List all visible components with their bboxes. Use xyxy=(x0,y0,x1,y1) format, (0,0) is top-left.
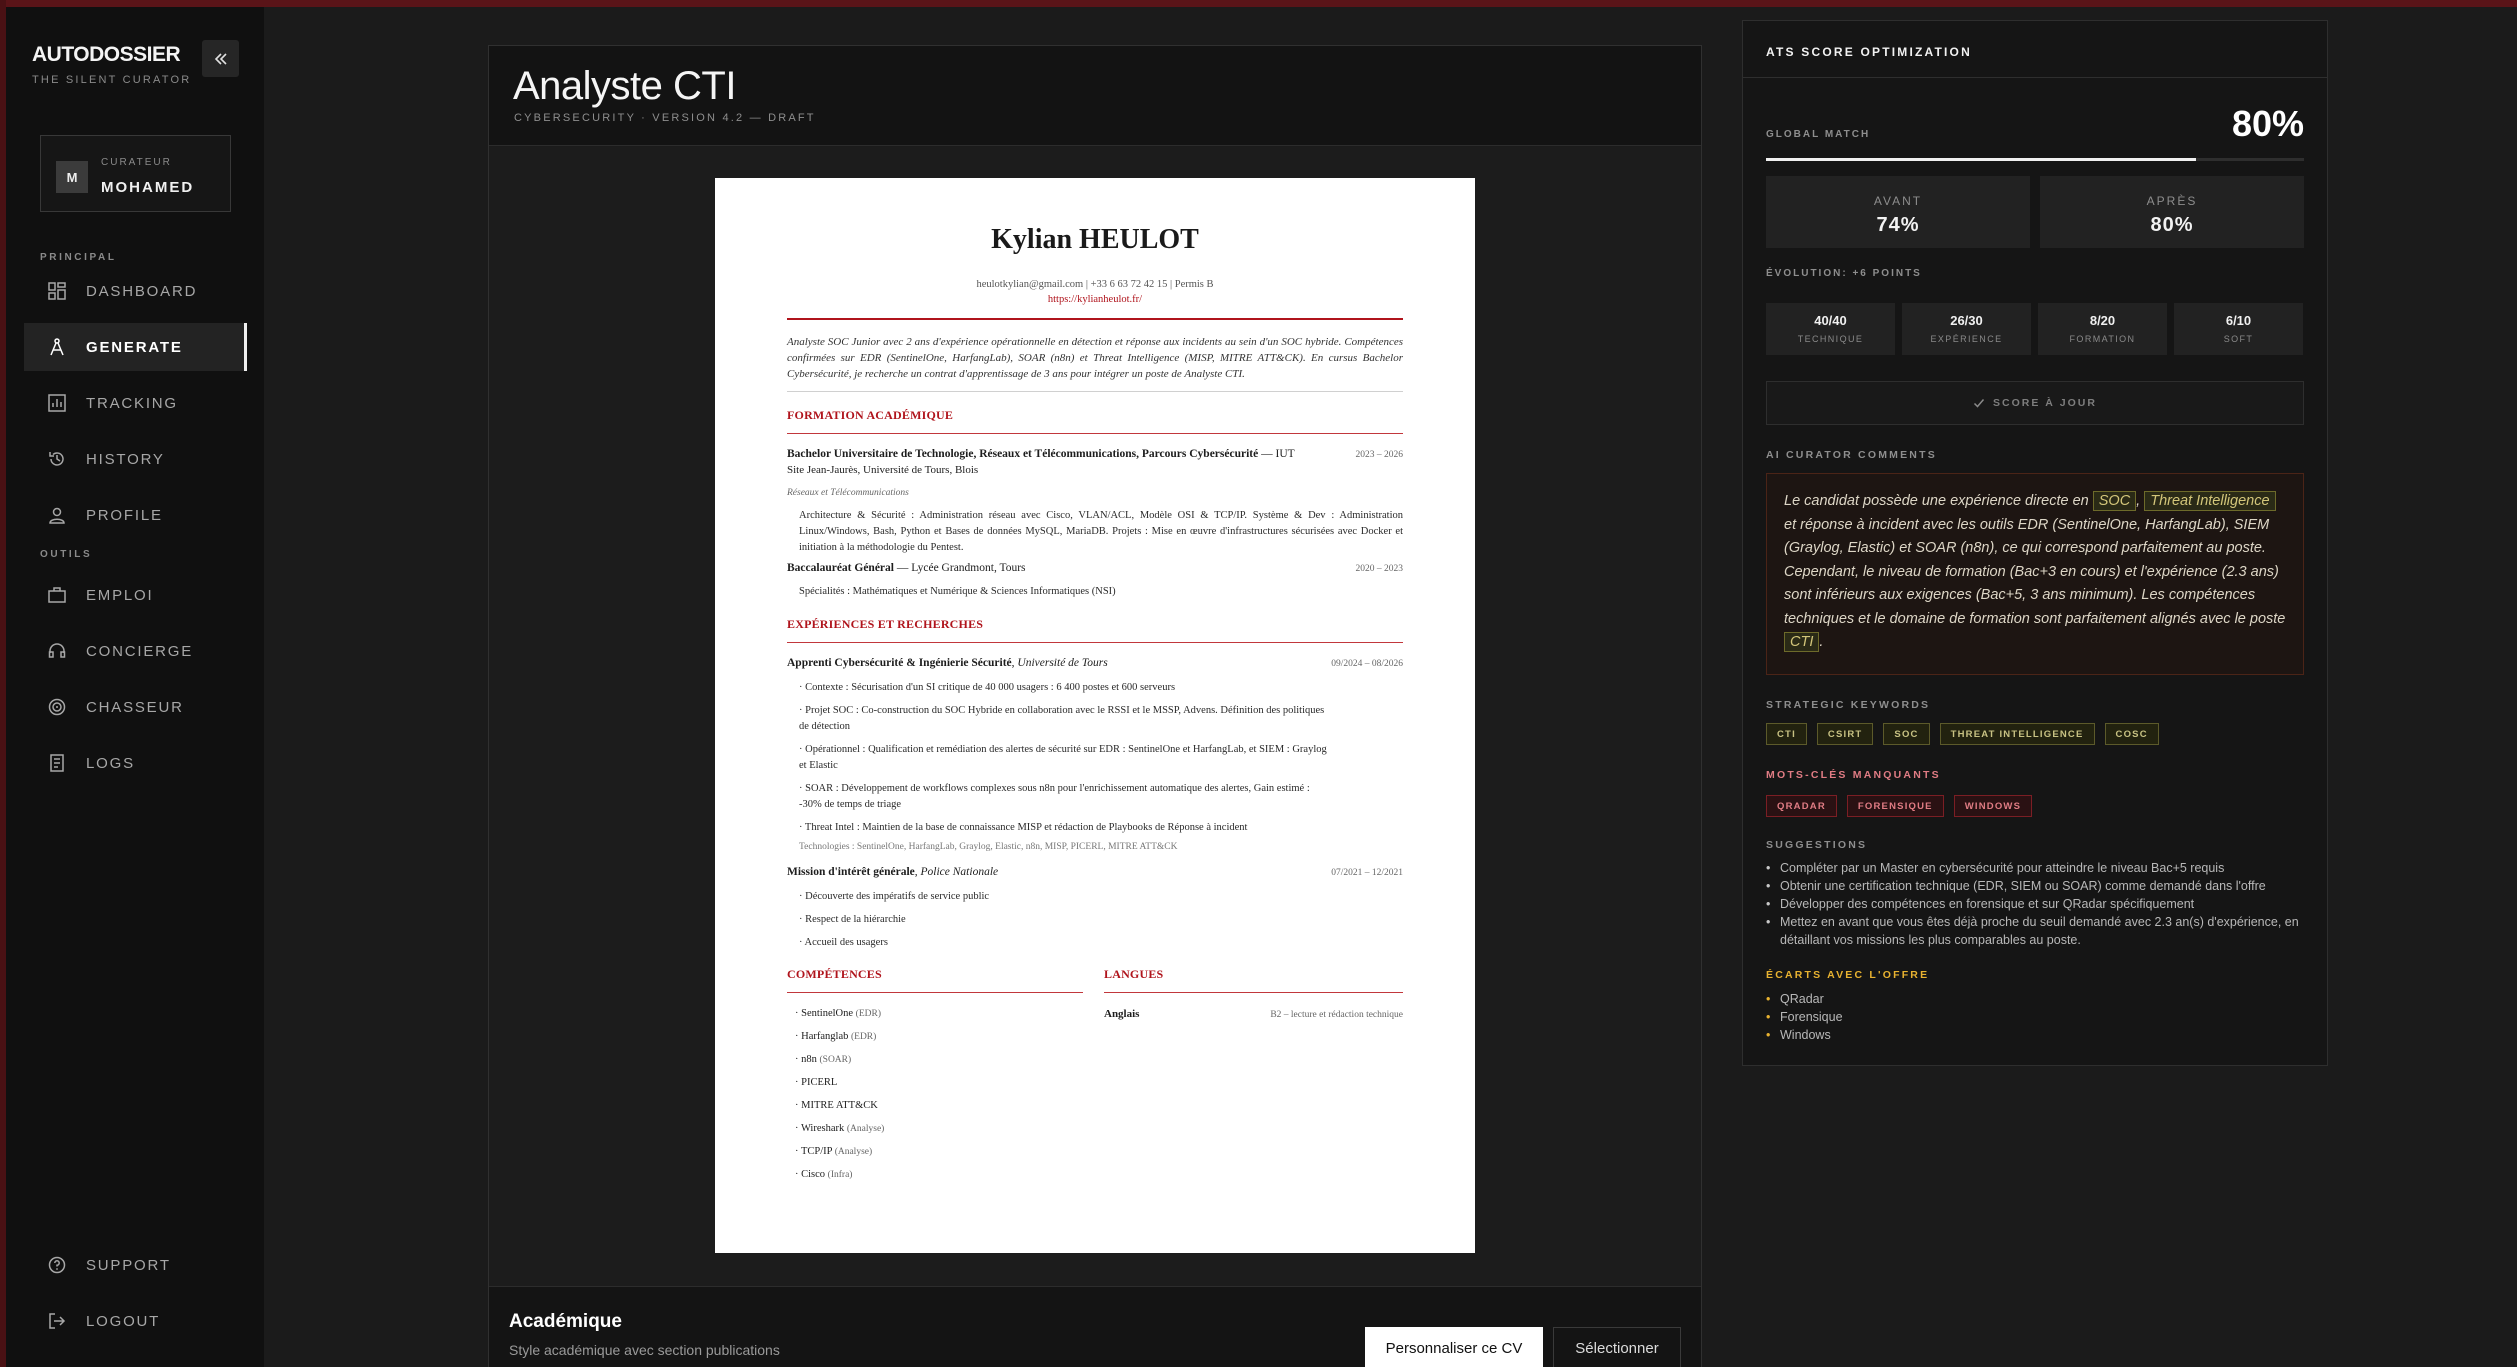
cv-skill-name: MITRE ATT&CK xyxy=(801,1100,878,1111)
avatar: M xyxy=(56,161,88,193)
ai-curator-comment xyxy=(1766,473,2304,675)
ats-divider xyxy=(1743,77,2327,78)
cv-skill-name: SentinelOne xyxy=(801,1008,854,1019)
score-before-label: AVANT xyxy=(1873,194,1923,208)
score-update-label: SCORE À JOUR xyxy=(1993,397,2097,409)
sidebar-item-label: DASHBOARD xyxy=(86,282,198,300)
strategic-keywords-label: STRATEGIC KEYWORDS xyxy=(1766,699,1931,711)
cv-edu1-degree: Bachelor Universitaire de Technologie, Réseaux et Télécommunications, Parcours Cybersécurité xyxy=(787,448,1259,460)
ai-comments-label: AI CURATOR COMMENTS xyxy=(1766,449,1937,461)
cv-edu1-date: 2023 – 2026 xyxy=(1355,450,1403,460)
missing-keyword-chip: FORENSIQUE xyxy=(1847,795,1944,817)
cv-skill: · n8n (SOAR) xyxy=(795,1054,852,1065)
cv-skill: · PICERL xyxy=(795,1077,838,1088)
cv-skill-name: TCP/IP xyxy=(800,1146,833,1157)
logout-label: LOGOUT xyxy=(86,1312,161,1330)
list-item: • QRadar xyxy=(1766,990,2306,1008)
keyword-highlight: SOC xyxy=(2093,491,2136,511)
template-name: Académique xyxy=(509,1311,622,1332)
sidebar-item-support[interactable] xyxy=(24,1241,247,1289)
cv-section-skills: COMPÉTENCES xyxy=(787,967,882,981)
check-icon xyxy=(1973,397,1985,409)
cv-section-rule xyxy=(1104,992,1403,993)
cv-exp1-title: Apprenti Cybersécurité & Ingénierie Sécurité, Université de Tours xyxy=(787,657,1108,669)
ats-score-panel xyxy=(1742,20,2328,1066)
sidebar-item-label: CHASSEUR xyxy=(86,698,184,716)
strategic-keywords xyxy=(1766,723,2159,745)
ats-panel-title: ATS SCORE OPTIMIZATION xyxy=(1766,45,1972,59)
cv-exp1-bullet-cont: et Elastic xyxy=(799,760,838,771)
keyword-chip: THREAT INTELLIGENCE xyxy=(1940,723,2095,745)
window-frame-top xyxy=(0,0,2517,7)
select-template-button[interactable]: Sélectionner xyxy=(1553,1327,1681,1367)
sidebar-item-tracking[interactable] xyxy=(24,379,247,427)
global-match-label: GLOBAL MATCH xyxy=(1766,129,1871,140)
keyword-highlight: CTI xyxy=(1784,632,1819,652)
cv-skill: · Wireshark (Analyse) xyxy=(795,1123,885,1134)
cv-section-formation: FORMATION ACADÉMIQUE xyxy=(787,408,954,422)
subscore-technique xyxy=(1766,303,1895,355)
cv-exp1-technologies: Technologies : SentinelOne, HarfangLab, Graylog, Elastic, n8n, MISP, PICERL, MITRE ATT&CK xyxy=(799,842,1178,852)
subscore-label: SOFT xyxy=(2223,334,2254,344)
sidebar-item-label: GENERATE xyxy=(86,338,183,356)
sidebar-item-label: LOGS xyxy=(86,754,135,772)
cv-skill-tag: (Infra) xyxy=(827,1170,853,1180)
list-item: • Windows xyxy=(1766,1026,2306,1044)
cv-exp1-bullet: · Threat Intel : Maintien de la base de connaissance MISP et rédaction de Playbooks de Réponse à incident xyxy=(799,822,1248,833)
cv-language xyxy=(1104,1008,1139,1020)
cv-exp1-org: Université de Tours xyxy=(1017,657,1108,669)
briefcase-icon xyxy=(46,584,68,606)
subscore-formation xyxy=(2038,303,2167,355)
dashboard-icon xyxy=(46,280,68,302)
cv-exp2-org: Police Nationale xyxy=(920,866,999,878)
cv-skill-name: PICERL xyxy=(801,1077,838,1088)
history-icon xyxy=(46,448,68,470)
cv-summary: Analyste SOC Junior avec 2 ans d'expérience opérationnelle en détection et réponse aux incidents au sein d'un SOC hybride. Compétences confirmées sur EDR (SentinelOne, HarfangLab), SOAR (n8n) et Threat Intelligence (MISP, MITRE ATT&CK). En cursus Bachelor Cybersécurité, je recherche un contrat d'apprentissage de 3 ans pour intégrer un poste de Analyste CTI. xyxy=(787,336,1403,380)
keyword-chip: CSIRT xyxy=(1817,723,1874,745)
target-icon xyxy=(46,696,68,718)
cv-exp2-role: Mission d'intérêt générale xyxy=(787,866,915,878)
cv-exp1-date: 09/2024 – 08/2026 xyxy=(1331,659,1403,669)
cv-exp1-bullet-cont: de détection xyxy=(799,721,851,732)
user-role: CURATEUR xyxy=(101,157,172,168)
user-icon xyxy=(46,504,68,526)
subscore-label: TECHNIQUE xyxy=(1797,334,1864,344)
score-update-button[interactable] xyxy=(1766,381,2304,425)
cv-edu1-place: Site Jean-Jaurès, Université de Tours, Blois xyxy=(787,464,979,476)
cv-language-level: B2 – lecture et rédaction technique xyxy=(1270,1010,1403,1020)
cv-skill: · Cisco (Infra) xyxy=(795,1169,853,1180)
logout-icon xyxy=(46,1310,68,1332)
log-icon xyxy=(46,752,68,774)
cv-edu1-field: Réseaux et Télécommunications xyxy=(787,488,909,498)
cv-section-experience: EXPÉRIENCES ET RECHERCHES xyxy=(787,617,984,631)
sidebar-item-label: HISTORY xyxy=(86,450,165,468)
cv-skill-tag: (EDR) xyxy=(855,1009,881,1019)
missing-keywords xyxy=(1766,795,2032,817)
cv-contact: heulotkylian@gmail.com | +33 6 63 72 42 15 | Permis B xyxy=(976,279,1214,290)
headset-icon xyxy=(46,640,68,662)
user-card[interactable] xyxy=(40,135,231,212)
cv-skill: · MITRE ATT&CK xyxy=(795,1100,878,1111)
cv-section-rule xyxy=(787,992,1083,993)
sidebar-item-generate[interactable] xyxy=(24,323,247,371)
cv-exp2-bullet: · Respect de la hiérarchie xyxy=(799,914,906,925)
cv-edu1-title xyxy=(787,448,1295,460)
cv-exp2-bullet: · Accueil des usagers xyxy=(799,937,888,948)
score-before-value: 74% xyxy=(1876,214,1920,236)
score-after-label: APRÈS xyxy=(2146,194,2198,208)
cv-divider xyxy=(787,391,1403,392)
cv-skill: · TCP/IP (Analyse) xyxy=(795,1146,873,1157)
keyword-chip: CTI xyxy=(1766,723,1807,745)
nav-section-outils: OUTILS xyxy=(40,549,93,560)
comment-text: Le candidat possède une expérience directe en xyxy=(1784,493,2093,509)
sidebar-item-emploi[interactable] xyxy=(24,571,247,619)
cv-header-rule xyxy=(787,318,1403,320)
cv-edu2-degree: Baccalauréat Général xyxy=(787,562,894,574)
gaps-label: ÉCARTS AVEC L'OFFRE xyxy=(1766,969,1930,981)
cv-exp1-role: Apprenti Cybersécurité & Ingénierie Sécurité xyxy=(787,657,1012,669)
comment-text: et réponse à incident avec les outils EDR (SentinelOne, HarfangLab), SIEM (Graylog, Elastic) et SOAR (n8n), ce qui correspond parfaitement au poste. Cependant, le niveau de formation (Bac+3 en cours) et l'expérience (2.3 ans) sont inférieurs aux exigences (Bac+5, 3 ans minimum). Les compétences techniques et le domaine de formation sont parfaitement alignés avec le poste xyxy=(1784,516,2286,627)
cv-exp1-bullet: · SOAR : Développement de workflows complexes sous n8n pour l'enrichissement automatique des alertes, Gain estimé : xyxy=(799,783,1310,794)
cv-edu2-date: 2020 – 2023 xyxy=(1355,564,1403,574)
sidebar-item-logout[interactable] xyxy=(24,1297,247,1345)
cv-exp1-bullet-cont: -30% de temps de triage xyxy=(799,799,902,810)
comment-text: . xyxy=(1819,634,1824,650)
chart-icon xyxy=(46,392,68,414)
cv-exp2-bullet: · Découverte des impératifs de service public xyxy=(799,891,990,902)
gaps-list xyxy=(1766,990,2306,1044)
cv-edu2-org: — Lycée Grandmont, Tours xyxy=(893,562,1026,574)
brand-logo: AUTODOSSIER xyxy=(32,43,181,66)
cv-exp2-title: Mission d'intérêt générale, Police Nationale xyxy=(787,866,999,878)
customize-cv-button[interactable]: Personnaliser ce CV xyxy=(1365,1327,1543,1367)
global-match-bar-fill xyxy=(1766,158,2196,161)
comment-text: , xyxy=(2136,493,2145,509)
list-item: • Compléter par un Master en cybersécurité pour atteindre le niveau Bac+5 requis xyxy=(1766,859,2306,877)
cv-skill: · Harfanglab (EDR) xyxy=(795,1031,877,1042)
collapse-sidebar-button[interactable] xyxy=(202,40,239,77)
page-title: Analyste CTI xyxy=(513,64,736,108)
cv-skill-name: Harfanglab xyxy=(801,1031,849,1042)
cv-name: Kylian HEULOT xyxy=(991,224,1199,255)
score-evolution: ÉVOLUTION: +6 POINTS xyxy=(1766,268,1922,279)
cv-skill-name: n8n xyxy=(801,1054,817,1065)
suggestions-label: SUGGESTIONS xyxy=(1766,839,1868,851)
score-after-value: 80% xyxy=(2150,214,2194,236)
help-icon xyxy=(46,1254,68,1276)
compass-icon xyxy=(46,336,68,358)
list-item: • Obtenir une certification technique (EDR, SIEM ou SOAR) comme demandé dans l'offre xyxy=(1766,877,2306,895)
sidebar-item-label: CONCIERGE xyxy=(86,642,194,660)
cv-edu1-detail: Architecture & Sécurité : Administration réseau avec Cisco, VLAN/ACL, Modèle OSI & TCP/IP. Système & Dev : Administration Linux/Windows, Bash, Python et Bases de données MySQL, MariaDB. Projets : Mise en œuvre d'infrastructures sécurisées avec Docker et initiation à la méthodologie du Pentest. xyxy=(799,510,1403,553)
sidebar-item-label: EMPLOI xyxy=(86,586,154,604)
nav-section-principal: PRINCIPAL xyxy=(40,252,117,263)
sidebar-item-concierge[interactable] xyxy=(24,627,247,675)
cv-section-rule xyxy=(787,433,1403,434)
list-item: • Développer des compétences en forensique et sur QRadar spécifiquement xyxy=(1766,895,2306,913)
page-subtitle: CYBERSECURITY · VERSION 4.2 — DRAFT xyxy=(514,112,816,124)
cv-skill-name: Wireshark xyxy=(800,1123,845,1134)
cv-skill: · SentinelOne (EDR) xyxy=(795,1008,881,1019)
support-label: SUPPORT xyxy=(86,1256,171,1274)
keyword-highlight: Threat Intelligence xyxy=(2144,491,2275,511)
global-match-value: 80% xyxy=(2231,103,2304,144)
subscore-label: FORMATION xyxy=(2069,334,2136,344)
cv-exp1-bullet: · Projet SOC : Co-construction du SOC Hybride en collaboration avec le RSSI et le MSSP, Advens. Définition des politiques xyxy=(799,705,1325,716)
subscore-value: 40/40 xyxy=(1814,313,1847,328)
global-match-bar xyxy=(1766,158,2304,161)
missing-keyword-chip: QRADAR xyxy=(1766,795,1837,817)
editor-header xyxy=(489,46,1701,146)
template-description: Style académique avec section publications xyxy=(509,1342,780,1358)
cv-section-rule xyxy=(787,642,1403,643)
list-item: • Forensique xyxy=(1766,1008,2306,1026)
cv-edu2-title xyxy=(787,562,1026,574)
keyword-chip: SOC xyxy=(1883,723,1929,745)
sidebar-item-label: PROFILE xyxy=(86,506,163,524)
sidebar-item-profile[interactable] xyxy=(24,491,247,539)
subscore-value: 8/20 xyxy=(2089,313,2116,328)
cv-skill-tag: (EDR) xyxy=(850,1032,877,1042)
list-item: • Mettez en avant que vous êtes déjà proche du seuil demandé avec 2.3 an(s) d'expérience, en détaillant vos missions les plus comparables au poste. xyxy=(1766,913,2306,949)
score-after-card xyxy=(2040,176,2304,248)
subscore-value: 6/10 xyxy=(2225,313,2252,328)
subscore-experience xyxy=(1902,303,2031,355)
cv-skill-tag: (Analyse) xyxy=(834,1147,873,1157)
cv-skill-name: Cisco xyxy=(801,1169,826,1180)
suggestions-list xyxy=(1766,859,2306,949)
brand-tagline: THE SILENT CURATOR xyxy=(32,74,192,86)
missing-keyword-chip: WINDOWS xyxy=(1954,795,2032,817)
cv-skill-tag: (SOAR) xyxy=(819,1055,852,1065)
cv-document xyxy=(715,178,1475,1253)
cv-language-name: Anglais xyxy=(1104,1008,1140,1020)
cv-skill-tag: (Analyse) xyxy=(846,1124,885,1134)
cv-exp2-date: 07/2021 – 12/2021 xyxy=(1331,868,1403,878)
missing-keywords-label: MOTS-CLÉS MANQUANTS xyxy=(1766,769,1941,781)
double-chevron-left-icon xyxy=(213,51,229,67)
cv-edu1-org: — IUT xyxy=(1258,448,1295,460)
cv-edu2-detail: Spécialités : Mathématiques et Numérique & Sciences Informatiques (NSI) xyxy=(799,586,1116,597)
template-footer xyxy=(489,1286,1701,1367)
score-before-card xyxy=(1766,176,2030,248)
sidebar-item-dashboard[interactable] xyxy=(24,267,247,315)
sidebar xyxy=(6,7,264,1367)
cv-url[interactable]: https://kylianheulot.fr/ xyxy=(1047,294,1143,305)
sidebar-item-history[interactable] xyxy=(24,435,247,483)
sidebar-item-label: TRACKING xyxy=(86,394,178,412)
subscore-value: 26/30 xyxy=(1950,313,1983,328)
keyword-chip: COSC xyxy=(2105,723,2159,745)
subscore-soft xyxy=(2174,303,2303,355)
cv-exp1-bullet: · Opérationnel : Qualification et remédiation des alertes de sécurité sur EDR : SentinelOne et HarfangLab, et SIEM : Graylog xyxy=(799,744,1327,755)
subscore-label: EXPÉRIENCE xyxy=(1930,334,2003,344)
user-name: MOHAMED xyxy=(101,179,195,196)
sidebar-item-logs[interactable] xyxy=(24,739,247,787)
cv-exp1-bullet: · Contexte : Sécurisation d'un SI critique de 40 000 usagers : 6 400 postes et 600 serveurs xyxy=(799,682,1176,693)
sidebar-item-chasseur[interactable] xyxy=(24,683,247,731)
cv-section-languages: LANGUES xyxy=(1104,967,1164,981)
